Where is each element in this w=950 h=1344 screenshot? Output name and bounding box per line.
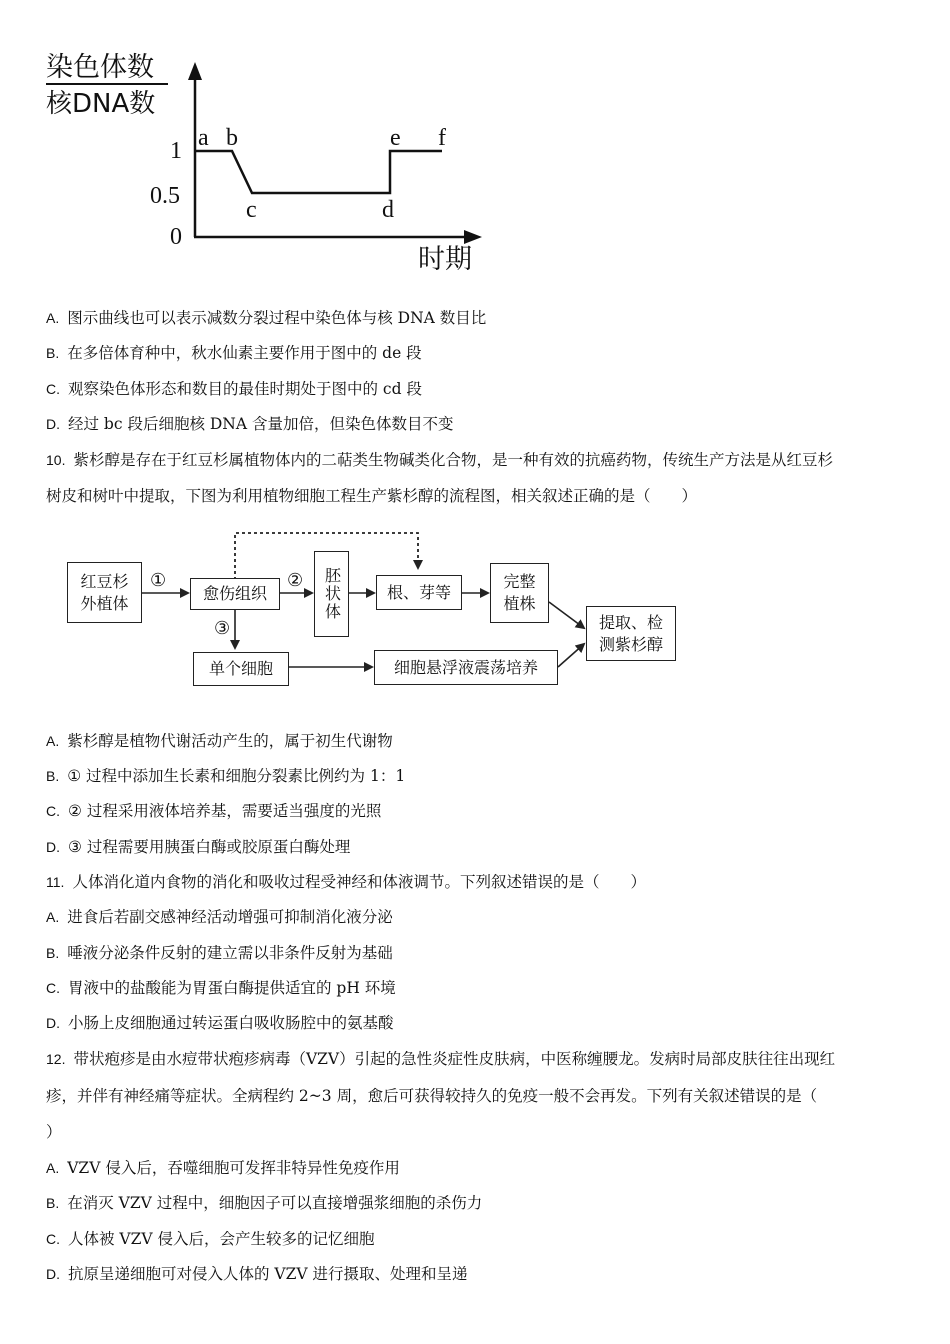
- graph-xlabel: 时期: [418, 244, 472, 275]
- graph-tick-0.5: 0.5: [150, 183, 180, 209]
- q12-stem-line3: ）: [46, 1123, 62, 1141]
- graph-y-axis-arrow: [188, 62, 202, 80]
- box-embryoid: 胚状体: [314, 551, 349, 637]
- graph-point-b: b: [226, 125, 238, 151]
- step3-label: ③: [214, 618, 231, 639]
- q9-option-b: B. 在多倍体育种中，秋水仙素主要作用于图中的 de 段: [46, 344, 422, 362]
- q12-option-c: C. 人体被 VZV 侵入后，会产生较多的记忆细胞: [46, 1230, 375, 1248]
- q12-stem-line1: 12. 带状疱疹是由水痘带状疱疹病毒（VZV）引起的急性炎症性皮肤病，中医称缠腰龙。发病时局部皮肤往往出现红: [46, 1050, 836, 1068]
- graph-tick-1: 1: [170, 138, 182, 164]
- graph-curve: [195, 151, 442, 193]
- arrow-plant-to-extract: [549, 602, 584, 628]
- graph-point-a: a: [198, 125, 209, 151]
- graph-point-f: f: [438, 125, 446, 151]
- q9-option-c: C. 观察染色体形态和数目的最佳时期处于图中的 cd 段: [46, 380, 422, 398]
- graph-point-d: d: [382, 197, 394, 223]
- step2-label: ②: [287, 570, 304, 591]
- q10-option-d: D. ③ 过程需要用胰蛋白酶或胶原蛋白酶处理: [46, 838, 351, 856]
- chromosome-dna-ratio-graph: [40, 40, 500, 290]
- q11-option-a: A. 进食后若副交感神经活动增强可抑制消化液分泌: [46, 908, 393, 926]
- graph-x-axis-arrow: [464, 230, 482, 244]
- taxol-flow-diagram: [0, 520, 950, 700]
- q12-option-b: B. 在消灭 VZV 过程中，细胞因子可以直接增强浆细胞的杀伤力: [46, 1194, 483, 1212]
- q11-option-b: B. 唾液分泌条件反射的建立需以非条件反射为基础: [46, 944, 393, 962]
- q10-stem-line1: 10. 紫杉醇是存在于红豆杉属植物体内的二萜类生物碱类化合物，是一种有效的抗癌药物，传统生产方法是从红豆杉: [46, 451, 833, 469]
- q11-option-d: D. 小肠上皮细胞通过转运蛋白吸收肠腔中的氨基酸: [46, 1014, 394, 1032]
- q12-option-d: D. 抗原呈递细胞可对侵入人体的 VZV 进行摄取、处理和呈递: [46, 1265, 468, 1283]
- q9-option-d: D. 经过 bc 段后细胞核 DNA 含量加倍，但染色体数目不变: [46, 415, 454, 433]
- q10-option-b: B. ① 过程中添加生长素和细胞分裂素比例约为 1：1: [46, 767, 406, 785]
- graph-svg: [40, 40, 500, 290]
- box-extract-detect: 提取、检 测紫杉醇: [586, 606, 676, 661]
- q10-stem-line2: 树皮和树叶中提取，下图为利用植物细胞工程生产紫杉醇的流程图，相关叙述正确的是（ ）: [46, 487, 698, 505]
- q10-option-c: C. ② 过程采用液体培养基，需要适当强度的光照: [46, 802, 382, 820]
- box-explant: 红豆杉 外植体: [67, 562, 142, 623]
- graph-point-e: e: [390, 125, 401, 151]
- step1-label: ①: [150, 570, 167, 591]
- box-single-cell: 单个细胞: [193, 652, 289, 686]
- q9-option-a: A. 图示曲线也可以表示减数分裂过程中染色体与核 DNA 数目比: [46, 309, 487, 327]
- graph-point-c: c: [246, 197, 257, 223]
- graph-ylabel-top: 染色体数: [46, 52, 154, 83]
- box-callus: 愈伤组织: [190, 578, 280, 610]
- graph-ylabel-bottom: 核DNA数: [46, 89, 156, 119]
- box-suspension-culture: 细胞悬浮液震荡培养: [374, 650, 558, 685]
- q12-stem-line2: 疹，并伴有神经痛等症状。全病程约 2~3 周，愈后可获得较持久的免疫一般不会再发。下列有关叙述错误的是（: [46, 1087, 818, 1105]
- graph-tick-0: 0: [170, 224, 182, 250]
- arrow-suspension-to-extract: [558, 644, 584, 667]
- box-whole-plant: 完整 植株: [490, 563, 549, 623]
- q11-stem: 11. 人体消化道内食物的消化和吸收过程受神经和体液调节。下列叙述错误的是（ ）: [46, 873, 646, 891]
- box-roots-buds: 根、芽等: [376, 575, 462, 610]
- q10-option-a: A. 紫杉醇是植物代谢活动产生的，属于初生代谢物: [46, 732, 393, 750]
- q12-option-a: A. VZV 侵入后，吞噬细胞可发挥非特异性免疫作用: [46, 1159, 400, 1177]
- q11-option-c: C. 胃液中的盐酸能为胃蛋白酶提供适宜的 pH 环境: [46, 979, 396, 997]
